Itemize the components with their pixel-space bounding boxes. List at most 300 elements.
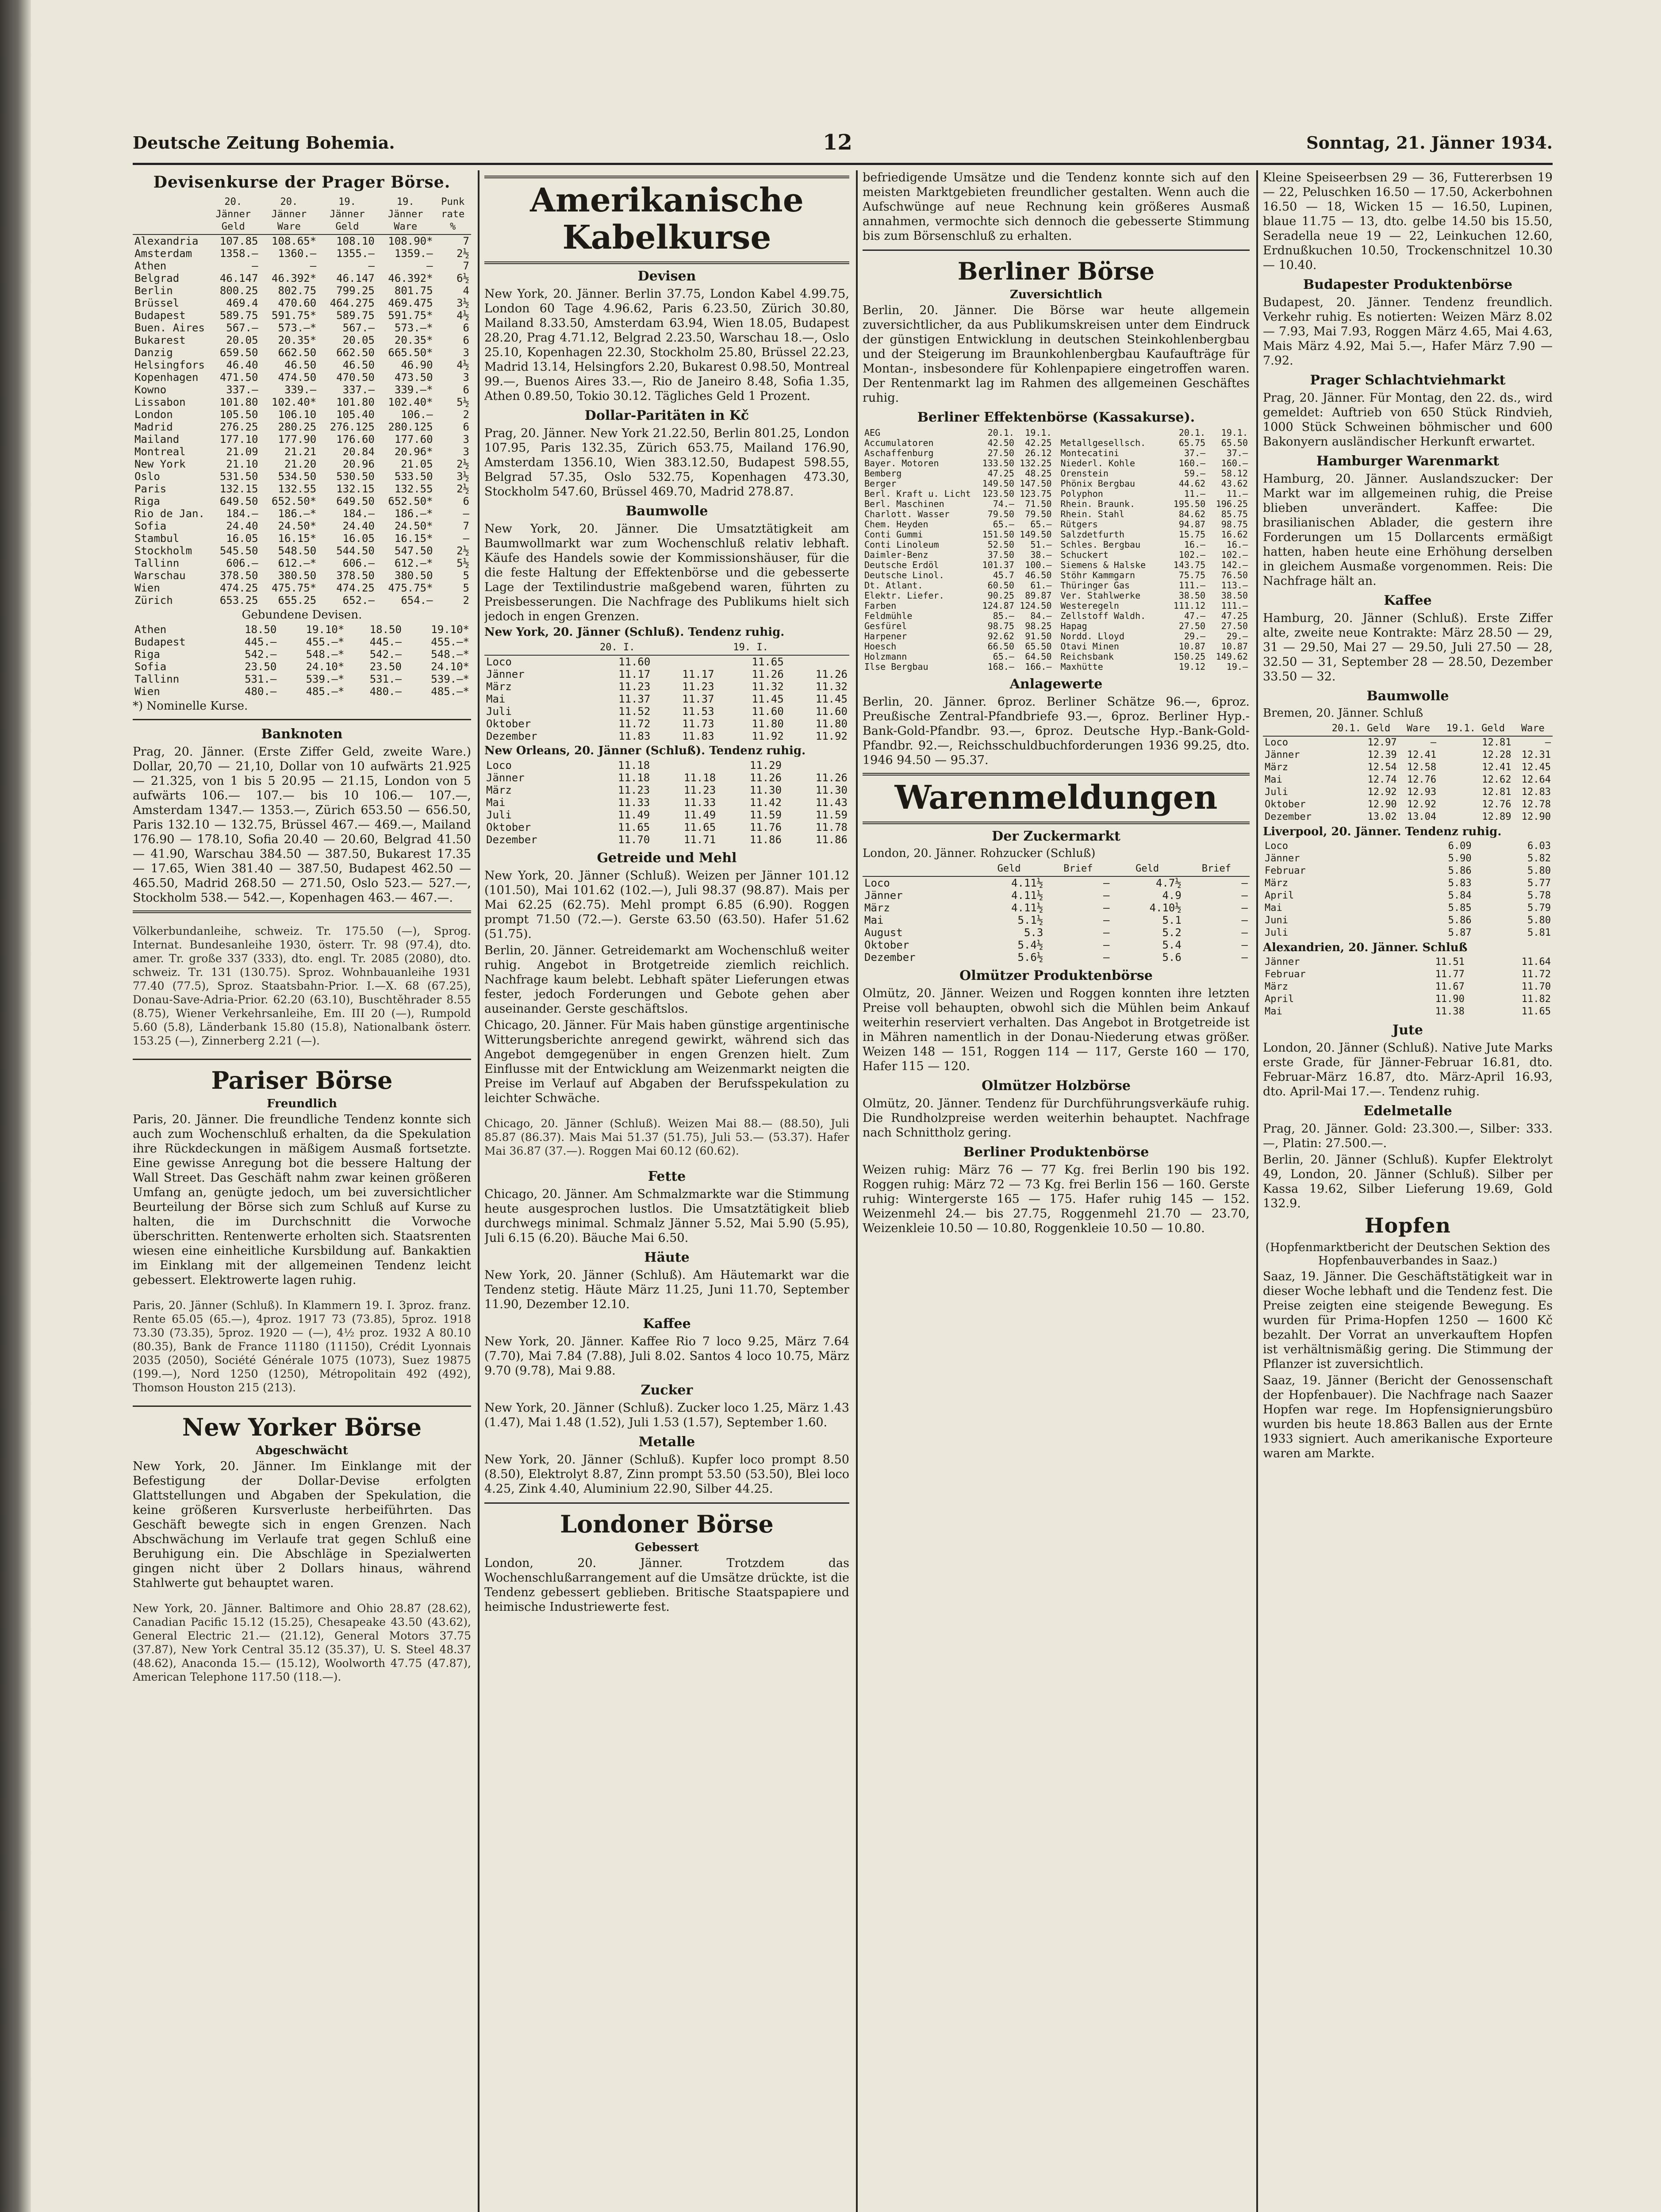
table-cell: — <box>310 260 317 272</box>
table-cell: 5.2 <box>1162 926 1181 939</box>
table-cell: 11.33 <box>618 796 650 809</box>
table-cell: 5.87 <box>1448 927 1472 938</box>
banknoten-title: Banknoten <box>261 726 343 742</box>
row-label: Madrid <box>134 421 173 433</box>
column-header: Punk rate % <box>435 195 471 234</box>
berliner-boerse-text: Berlin, 20. Jänner. Die Börse war heute allgemein zuversichtlicher, da aus Publikumskreisen unter dem Eindruck der günstigen Entwicklung in deutschen Steinkohlenbergbau und der Steigerung im Braunkohlenbergbau Kaufaufträge für Montan-, insbesondere für Kohlenpapiere eingetroffen waren. Der Rentenmarkt lag im Rahmen des allgemeinen Geschäftes ruhig. <box>863 303 1250 405</box>
table-cell: 10.87 <box>1178 641 1206 652</box>
table-cell: 38.— <box>1030 549 1052 560</box>
table-cell: 5½ <box>456 396 469 408</box>
table-cell: 24.10* <box>306 661 345 673</box>
column-header: Brief <box>1045 862 1111 876</box>
row-label: Wien <box>134 582 160 594</box>
table-cell: — <box>1103 951 1110 964</box>
table-cell: 91.50 <box>1025 631 1052 641</box>
divider <box>484 261 849 264</box>
table-cell: 589.75 <box>219 309 258 322</box>
table-row <box>863 876 1250 889</box>
wiener-boerse-text: Völkerbundanleihe, schweiz. Tr. 175.50 (—), Sprog. Internat. Bundesanleihe 1930, österr. Tr. 98 (97.4), dto. amer. Tr. große 337 (333), dto. engl. Tr. 2085 (2080), dto. schweiz. Tr. 131 (130.75). Sproz. Wohnbauanleihe 1931 77.40 (77.5), Sproz. Staatsbahn-Prior. I.—X. 68 (67.25), Donau-Save-Adria-Prior. 62.20 (63.10), Buschtěhrader 8.55 (8.75), Wiener Verkehrsanleihe, Em. III 20 (—), Rumpold 5.60 (5.8), Länderbank 15.80 (15.8), Nationalbank österr. 153.25 (—), Zinnerberg 2.21 (—). <box>133 925 471 1047</box>
table-cell: 10.87 <box>1221 641 1248 652</box>
table-cell: 45.7 <box>993 570 1014 580</box>
hopfen-text: Saaz, 19. Jänner. Die Geschäftstätigkeit war in dieser Woche lebhaft und die Tendenz fest. Die Preise zeigten eine steigende Bewegung. Es wurden für Prima-Hopfen 1250 — 1600 Kč bezahlt. Der Vorrat an unverkauftem Hopfen ist verhältnismäßig gering. Die Stimmung der Pflanzer ist zuversichtlich. <box>1263 1270 1553 1371</box>
row-label: Athen <box>134 260 167 272</box>
row-label: Polyphon <box>1060 488 1103 499</box>
column-header <box>786 641 849 655</box>
table-cell: 11.70 <box>618 833 650 846</box>
table-cell: 655.25 <box>278 594 317 607</box>
table-cell: 98.75 <box>987 621 1014 631</box>
table-cell: 378.50 <box>219 569 258 582</box>
table-cell: 101.80 <box>336 396 375 408</box>
row-label: Hapag <box>1060 621 1087 631</box>
table-row <box>133 594 471 607</box>
table-cell: 20.96* <box>394 445 433 458</box>
table-cell: 11.59 <box>749 809 782 821</box>
column-3 <box>863 170 1250 2212</box>
divider <box>863 773 1250 776</box>
table-row <box>863 438 1054 448</box>
berliner-produktenboerse-text: Weizen ruhig: März 76 — 77 Kg. frei Berlin 190 bis 192. Roggen ruhig: März 72 — 73 Kg. frei Berlin 156 — 160. Gerste ruhig: Wintergerste 165 — 175. Hafer ruhig 145 — 152. Weizenmehl 24.— bis 27.75, Roggenmehl 21.70 — 23.70, Weizenkleie 10.50 — 10.80, Roggenkleie 10.50 — 10.80. <box>863 1163 1250 1235</box>
table-cell: 469.4 <box>226 297 258 309</box>
table-cell: 659.50 <box>219 346 258 359</box>
row-label: Loco <box>486 656 512 668</box>
devisen-sub: Devisen <box>637 269 696 284</box>
table-row <box>484 718 849 730</box>
table-cell <box>652 759 717 772</box>
table-cell: — <box>1103 889 1110 902</box>
table-cell: 46.50 <box>1025 570 1052 580</box>
table-cell: 46.90 <box>401 359 433 371</box>
table-row <box>863 530 1054 540</box>
table-row <box>133 470 471 483</box>
table-cell: 111.— <box>1221 600 1248 611</box>
table-cell: 11.26 <box>752 668 784 680</box>
table-cell: 280.25 <box>278 421 317 433</box>
table-cell: 21.05 <box>401 458 433 470</box>
table-cell: 11.65 <box>618 821 650 833</box>
table-cell: 11.90 <box>1435 994 1465 1005</box>
table-row <box>1263 786 1553 799</box>
table-cell: 12.90 <box>1367 799 1397 810</box>
table-row <box>1263 927 1553 939</box>
table-cell: 65.50 <box>1221 438 1248 448</box>
table-cell: 11.70 <box>1521 981 1551 992</box>
table-cell: 5.4 <box>1162 939 1181 951</box>
row-label: Dezember <box>864 951 916 964</box>
table-row <box>863 469 1054 479</box>
londoner-boerse-title: Londoner Börse <box>560 1510 774 1538</box>
effekten-table-left <box>863 428 1054 672</box>
new-orleans-cotton-title: New Orleans, 20. Jänner (Schluß). Tendenz ruhig. <box>484 744 806 757</box>
table-cell: 177.90 <box>278 433 317 445</box>
table-cell: 52.50 <box>987 539 1014 550</box>
table-cell: 11.— <box>1184 488 1206 499</box>
row-label: Oktober <box>486 718 531 730</box>
table-row <box>1059 601 1250 611</box>
table-cell: 23.50 <box>369 661 402 673</box>
table-cell: 27.50 <box>987 448 1014 458</box>
row-label: Stambul <box>134 532 180 545</box>
kaffee-title: Kaffee <box>643 1316 691 1332</box>
table-cell: 1358.— <box>219 247 258 260</box>
table-row <box>484 833 849 846</box>
row-label: Mai <box>1265 902 1282 914</box>
table-row <box>1059 530 1250 540</box>
table-cell: 12.54 <box>1367 762 1397 773</box>
table-row <box>484 772 849 784</box>
berliner-boerse-sub: Zuversichtlich <box>1010 288 1102 301</box>
table-row <box>863 939 1250 951</box>
table-row <box>1263 799 1553 811</box>
table-cell: 2½ <box>456 545 469 557</box>
new-york-cotton-title: New York, 20. Jänner (Schluß). Tendenz ruhig. <box>484 626 785 639</box>
table-cell: 24.10* <box>431 661 469 673</box>
table-row <box>863 621 1054 631</box>
table-cell: 65.75 <box>1178 438 1206 448</box>
row-label: Warschau <box>134 569 186 582</box>
table-cell: 470.50 <box>336 371 375 384</box>
table-cell: 11.18 <box>618 772 650 784</box>
nominal-note: *) Nominelle Kurse. <box>133 699 248 713</box>
row-label: Kopenhagen <box>134 371 199 384</box>
row-label: Juli <box>1265 787 1288 798</box>
table-row <box>863 914 1250 926</box>
table-cell: 612.—* <box>278 557 317 569</box>
table-cell: 11.60 <box>752 705 784 718</box>
table-cell: — <box>463 532 469 545</box>
row-label: Sofia <box>134 661 167 673</box>
table-cell: 71.50 <box>1025 499 1052 509</box>
table-cell: 79.50 <box>987 509 1014 519</box>
table-cell: 16.— <box>1184 539 1206 550</box>
table-cell: 544.50 <box>336 545 375 557</box>
table-cell: 98.25 <box>1025 621 1052 631</box>
table-cell: 11.78 <box>815 821 848 833</box>
table-cell: — <box>1103 939 1110 951</box>
table-row <box>133 545 471 557</box>
table-cell: 46.147 <box>336 272 375 284</box>
divider <box>133 1406 471 1407</box>
table-cell: — <box>1241 951 1248 964</box>
table-cell: 13.04 <box>1407 811 1437 822</box>
baumwolle-title: Baumwolle <box>625 503 708 519</box>
table-cell: 101.37 <box>982 560 1014 570</box>
row-label: Farben <box>864 600 897 611</box>
table-row <box>484 821 849 833</box>
row-label: Loco <box>1265 737 1288 748</box>
table-row <box>863 580 1054 591</box>
table-row <box>1059 458 1250 469</box>
table-cell: 539.—* <box>431 673 469 685</box>
row-label: Mai <box>486 796 506 809</box>
paritaeten-text: Prag, 20. Jänner. New York 21.22.50, Berlin 801.25, London 107.95, Paris 132.35, Zürich 653.75, Mailand 176.90, Amsterdam 1356.10, Wien 383.12.50, Budapest 598.55, Belgrad 57.35, Oslo 532.75, Kopenhagen 473.30, Stockholm 547.60, Brüssel 469.70, Madrid 278.87. <box>484 426 849 499</box>
table-cell: 11.83 <box>618 730 651 742</box>
table-cell: 19.10* <box>306 623 345 636</box>
table-cell: 106.10 <box>278 408 317 421</box>
table-cell: 547.50 <box>394 545 433 557</box>
table-cell: 591.75* <box>272 309 317 322</box>
row-label: Bukarest <box>134 334 186 346</box>
table-row <box>1059 611 1250 621</box>
table-cell: 11.80 <box>752 718 784 730</box>
table-cell: 474.50 <box>278 371 317 384</box>
getreide-title: Getreide und Mehl <box>597 850 737 866</box>
table-cell: 132.55 <box>394 483 433 495</box>
table-row <box>133 272 471 284</box>
table-cell: — <box>1241 902 1248 914</box>
table-row <box>1059 479 1250 489</box>
table-cell: 132.25 <box>1020 458 1052 469</box>
table-cell: 276.125 <box>330 421 375 433</box>
table-cell: 186.—* <box>394 507 433 520</box>
metalle-title: Metalle <box>638 1434 695 1450</box>
table-cell: 21.09 <box>226 445 258 458</box>
table-cell: 11.80 <box>815 718 848 730</box>
table-cell: 12.45 <box>1521 762 1551 773</box>
table-cell: 4 <box>463 284 469 297</box>
row-label: New York <box>134 458 186 470</box>
table-cell: 6.09 <box>1448 841 1472 852</box>
table-row <box>133 309 471 322</box>
table-cell: 108.90* <box>388 235 433 247</box>
table-row <box>863 448 1054 458</box>
table-cell: — <box>1545 737 1551 748</box>
table-cell: 4.7½ <box>1156 877 1181 889</box>
table-cell: 573.—* <box>278 322 317 334</box>
row-label: Rio de Jan. <box>134 507 205 520</box>
table-cell: 3½ <box>456 470 469 483</box>
devisen-title: Devisenkurse der Prager Börse. <box>153 173 451 192</box>
table-row <box>1263 865 1553 877</box>
column-header <box>1263 722 1323 736</box>
row-label: Belgrad <box>134 272 180 284</box>
table-cell: 7 <box>463 260 469 272</box>
row-label: Tallinn <box>134 557 180 569</box>
table-cell <box>783 759 849 772</box>
table-cell: 2½ <box>456 483 469 495</box>
table-cell: — <box>1241 889 1248 902</box>
row-label: Reichsbank <box>1060 651 1114 662</box>
row-label: Rhein. Braunk. <box>1060 499 1135 509</box>
table-cell: 20.05 <box>342 334 375 346</box>
table-cell: 534.50 <box>278 470 317 483</box>
row-label: Montreal <box>134 445 186 458</box>
table-cell: 455.—* <box>431 636 469 648</box>
gebundene-table <box>133 623 471 698</box>
table-row <box>1059 509 1250 519</box>
table-cell: 7 <box>463 235 469 247</box>
table-cell: 11.59 <box>815 809 848 821</box>
table-cell: — <box>1430 737 1437 748</box>
table-cell: 12.89 <box>1482 811 1511 822</box>
column-header <box>133 195 207 234</box>
divider <box>863 250 1250 251</box>
table-cell: 3½ <box>456 297 469 309</box>
table-row <box>1263 902 1553 914</box>
table-row <box>1263 993 1553 1006</box>
table-cell: 5.84 <box>1448 890 1472 901</box>
table-cell: 6.03 <box>1527 841 1551 852</box>
table-cell: 5.80 <box>1527 915 1551 926</box>
column-2 <box>484 170 849 2212</box>
page-header <box>133 130 1553 159</box>
londoner-boerse-text: London, 20. Jänner. Trotzdem das Wochenschlußarrangement auf die Umsätze drückte, ist die Tendenz gebessert geblieben. Britische Staatspapiere und heimische Industriewerte fest. <box>484 1556 849 1614</box>
row-label: Schuckert <box>1060 549 1109 560</box>
row-label: Buen. Aires <box>134 322 205 334</box>
table-cell: 151.50 <box>982 529 1014 540</box>
table-cell: 339.—* <box>394 384 433 396</box>
table-cell: 89.87 <box>1025 590 1052 601</box>
row-label: Westeregeln <box>1060 600 1119 611</box>
table-cell: — <box>1103 914 1110 926</box>
table-cell: 12.92 <box>1367 787 1397 798</box>
row-label: Berl. Kraft u. Licht <box>864 488 971 499</box>
table-row <box>863 570 1054 580</box>
liverpool-table <box>1263 840 1553 939</box>
row-label: Nordd. Lloyd <box>1060 631 1124 641</box>
budapester-produktenboerse-text: Budapest, 20. Jänner. Tendenz freundlich. Verkehr ruhig. Es notierten: Weizen März 8.02 — 7.93, Mai 7.93, Roggen März 4.65, Mai 4.63, Mais März 4.92, Mai 5.—, Hafer März 7.90 — 7.92. <box>1263 296 1553 368</box>
row-label: Orenstein <box>1060 468 1109 479</box>
row-label: Niederl. Kohle <box>1060 458 1135 469</box>
table-cell: 612.—* <box>394 557 433 569</box>
baumwolle-title: Baumwolle <box>1366 688 1449 704</box>
table-cell: 11.17 <box>618 668 651 680</box>
pariser-boerse-title: Pariser Börse <box>211 1066 393 1094</box>
table-cell: 12.97 <box>1367 737 1397 748</box>
table-cell: 5.1½ <box>1017 914 1043 926</box>
table-cell: 5.83 <box>1448 878 1472 889</box>
table-cell: 11.26 <box>749 772 782 784</box>
table-cell: 92.62 <box>987 631 1014 641</box>
row-label: Riga <box>134 495 160 507</box>
table-cell: 530.50 <box>336 470 375 483</box>
column-header: 20. I. <box>583 641 652 655</box>
kaffee-title: Kaffee <box>1384 593 1432 608</box>
row-label: Oktober <box>864 939 909 951</box>
table-cell: 11.37 <box>618 693 651 705</box>
table-row <box>1263 853 1553 865</box>
row-label: Zellstoff Waldh. <box>1060 611 1146 621</box>
table-cell: 589.75 <box>336 309 375 322</box>
table-cell: 123.50 <box>982 488 1014 499</box>
table-cell: — <box>1241 914 1248 926</box>
table-cell: 18.50 <box>245 623 277 636</box>
row-label: Stockholm <box>134 545 192 557</box>
table-cell: 46.392* <box>272 272 317 284</box>
table-cell: 1360.— <box>278 247 317 260</box>
hopfen-title: Hopfen <box>1365 1214 1451 1237</box>
row-label: Oslo <box>134 470 160 483</box>
table-cell: 184.— <box>226 507 258 520</box>
row-label: Lissabon <box>134 396 186 408</box>
anlagewerte-text: Berlin, 20. Jänner. 6proz. Berliner Schätze 96.—, 6proz. Preußische Zentral-Pfandbriefe 93.—, 6proz. Berliner Hyp.-Bank-Gold-Pfandbr. 93.—, 6proz. Deutsche Hyp.-Bank-Gold-Pfandbr. 92.—, Reichsschuldbuchforderungen 1936 99.25, dto. 1946 94.50 — 95.37. <box>863 695 1250 767</box>
table-cell: 84.— <box>1030 611 1052 621</box>
row-label: Jänner <box>1265 853 1300 864</box>
table-row <box>133 532 471 545</box>
table-row <box>133 685 471 698</box>
table-cell: 6 <box>463 334 469 346</box>
table-cell: 12.62 <box>1482 774 1511 785</box>
row-label: April <box>1265 890 1294 901</box>
table-row <box>1263 761 1553 774</box>
row-label: Loco <box>1265 841 1288 852</box>
column-header: 20. Jänner Ware <box>260 195 318 234</box>
table-cell: 23.50 <box>245 661 277 673</box>
table-cell: 16.05 <box>226 532 258 545</box>
table-cell: 11.37 <box>682 693 714 705</box>
table-cell: 79.50 <box>1025 509 1052 519</box>
table-cell: 47.25 <box>987 468 1014 479</box>
table-cell: 195.50 <box>1173 499 1206 509</box>
row-label: Jänner <box>1265 749 1300 760</box>
zucker-title: Zucker <box>641 1382 693 1398</box>
table-cell: 42.25 <box>1025 438 1052 448</box>
table-row <box>1059 560 1250 570</box>
table-row <box>133 507 471 520</box>
table-cell: 653.25 <box>219 594 258 607</box>
table-cell: 5.77 <box>1527 878 1551 889</box>
table-row <box>1059 570 1250 580</box>
hopfen-sub: (Hopfenmarktbericht der Deutschen Sektion des Hopfenbauverbandes in Saaz.) <box>1265 1241 1550 1267</box>
getreide-text: New York, 20. Jänner (Schluß). Weizen per Jänner 101.12 (101.50), Mai 101.62 (102.—), Juli 98.37 (98.87). Mais per Mai 62.25 (62.75). Mehl prompt 6.85 (6.90). Roggen prompt 71.50 (72.—). Gerste 63.50 (63.50). Hafer 51.62 (51.75). <box>484 869 849 941</box>
row-label: Jänner <box>1265 956 1300 968</box>
table-cell: 102.— <box>1178 549 1206 560</box>
table-cell: 474.25 <box>219 582 258 594</box>
row-label: April <box>1265 994 1294 1005</box>
table-row <box>133 445 471 458</box>
table-cell: 799.25 <box>336 284 375 297</box>
table-cell: 11.43 <box>815 796 848 809</box>
table-cell: 149.50 <box>982 478 1014 489</box>
table-cell: 160.— <box>1178 458 1206 469</box>
table-cell: 108.65* <box>272 235 317 247</box>
kupfer-silber-text: Berlin, 20. Jänner (Schluß). Kupfer Elektrolyt 49, London, 20. Jänner (Schluß). Silber per Kassa 19.62, Silber Lieferung 19.69, Gold 132.9. <box>1263 1153 1553 1210</box>
hamburger-warenmarkt-text: Hamburg, 20. Jänner. Auslandszucker: Der Markt war im allgemeinen ruhig, die Preise blieben unverändert. Kaffee: Die brasilianischen Ablader, die gestern ihre Forderungen um 15 Dollarcents ermäßigt hatten, haben heute eine Erhöhung derselben in gleichem Ausmaße vorgenommen. Reis: Die Nachfrage hält an. <box>1263 472 1553 588</box>
table-cell: 2½ <box>456 247 469 260</box>
table-cell: 5.3 <box>1024 926 1043 939</box>
table-cell: 12.76 <box>1482 799 1511 810</box>
table-cell: 11.45 <box>815 693 848 705</box>
row-label: Budapest <box>134 636 186 648</box>
table-cell: 65.— <box>1030 519 1052 530</box>
table-cell: 11.38 <box>1435 1006 1465 1017</box>
new-yorker-boerse-title: New Yorker Börse <box>182 1413 422 1441</box>
table-row <box>863 641 1054 652</box>
table-cell: — <box>426 260 433 272</box>
table-row <box>1263 736 1553 749</box>
zuckermarkt-title: Der Zuckermarkt <box>992 829 1120 844</box>
row-label: Amsterdam <box>134 247 192 260</box>
table-cell: 5.6 <box>1162 951 1181 964</box>
table-cell: 11.82 <box>1521 994 1551 1005</box>
table-cell: 105.40 <box>336 408 375 421</box>
table-cell: 480.— <box>369 685 402 698</box>
row-label: Siemens & Halske <box>1060 560 1146 570</box>
table-cell: 11.42 <box>749 796 782 809</box>
table-cell: 652.50* <box>388 495 433 507</box>
prager-schlachtviehmarkt-text: Prag, 20. Jänner. Für Montag, den 22. ds., wird gemeldet: Auftrieb von 650 Stück Rindvieh, 1000 Stück Schweinen böhmischer und 600 Bakonyern ausländischer Herkunft erwartet. <box>1263 391 1553 449</box>
row-label: Jänner <box>864 889 903 902</box>
table-cell: 5.82 <box>1527 853 1551 864</box>
row-label: März <box>486 680 512 693</box>
table-cell: 27.50 <box>1221 621 1248 631</box>
kaffee-text: New York, 20. Jänner. Kaffee Rio 7 loco 9.25, März 7.64 (7.70), Mai 7.84 (7.88), Juli 8.02. Santos 4 loco 10.75, März 9.70 (9.78), Mai 9.88. <box>484 1335 849 1378</box>
table-cell: 5.81 <box>1527 927 1551 938</box>
table-cell: 474.25 <box>336 582 375 594</box>
table-row <box>863 601 1054 611</box>
table-row <box>133 260 471 272</box>
jute-title: Jute <box>1392 1022 1423 1038</box>
